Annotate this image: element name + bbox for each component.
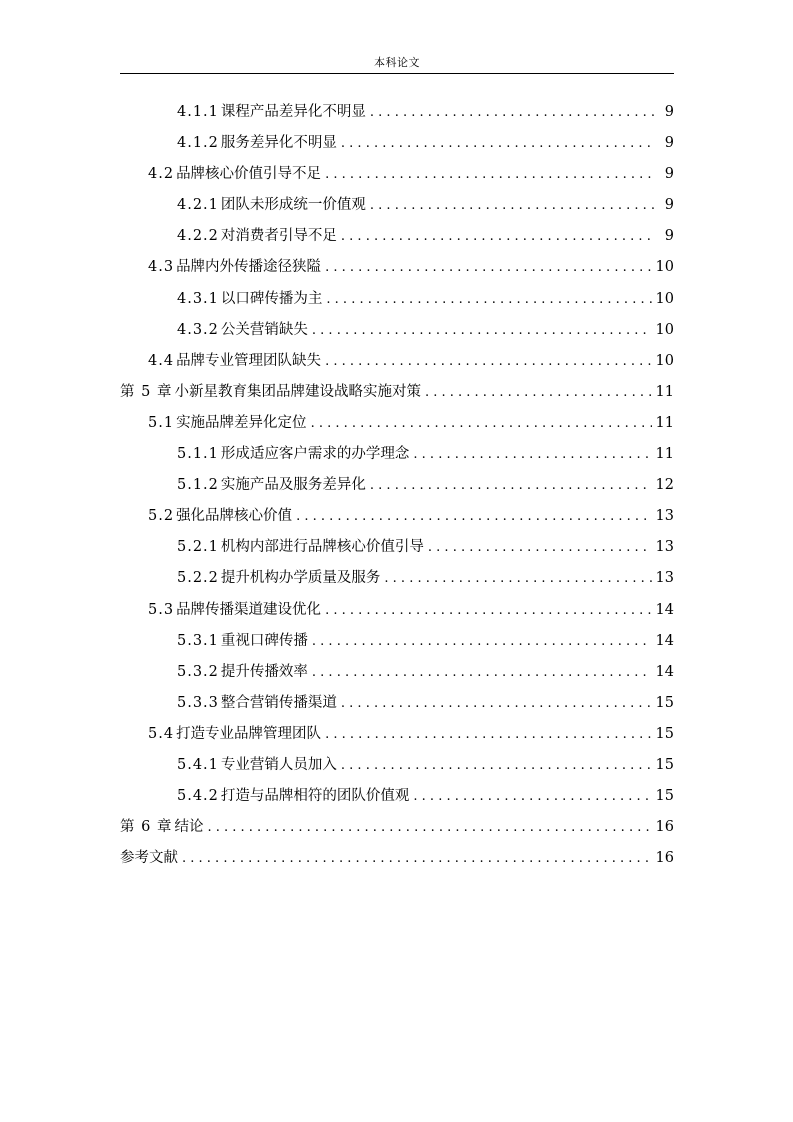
toc-entry-page: 13 bbox=[655, 570, 674, 587]
toc-entry-page: 10 bbox=[655, 259, 674, 276]
toc-entry-title: 打造专业品牌管理团队 bbox=[176, 725, 322, 742]
toc-entry-page: 14 bbox=[655, 601, 674, 618]
toc-entry-page: 13 bbox=[655, 539, 674, 556]
toc-entry[interactable] bbox=[120, 595, 674, 626]
toc-entry-number: 5.2 bbox=[148, 508, 175, 525]
toc-entry-number: 4.2.1 bbox=[177, 197, 219, 214]
toc-dot-leader bbox=[312, 315, 652, 346]
toc-entry-number: 4.2.2 bbox=[177, 228, 219, 245]
toc-entry[interactable] bbox=[120, 532, 674, 563]
toc-dot-leader bbox=[312, 626, 652, 657]
toc-entry-number: 5.1.1 bbox=[177, 446, 219, 463]
toc-entry-page: 9 bbox=[664, 197, 674, 214]
header-rule bbox=[120, 73, 674, 74]
toc-entry-number: 4.2 bbox=[148, 166, 175, 183]
toc-dot-leader bbox=[425, 377, 652, 408]
toc-entry-page: 14 bbox=[655, 632, 674, 649]
toc-entry-title: 服务差异化不明显 bbox=[220, 135, 337, 152]
toc-entry-title: 机构内部进行品牌核心价值引导 bbox=[220, 539, 424, 556]
toc-entry-page: 15 bbox=[655, 725, 674, 742]
toc-entry-number: 4.1.1 bbox=[177, 104, 219, 120]
toc-dot-leader bbox=[325, 595, 651, 626]
toc-dot-leader bbox=[207, 812, 651, 843]
toc-entry-page: 12 bbox=[655, 477, 674, 494]
toc-entry-number: 4.3 bbox=[148, 259, 175, 276]
toc-entry-number: 5.2.1 bbox=[177, 539, 219, 556]
toc-entry[interactable] bbox=[120, 346, 674, 377]
toc-entry-title: 品牌专业管理团队缺失 bbox=[176, 352, 322, 369]
toc-entry[interactable] bbox=[120, 377, 674, 408]
toc-entry-number: 5.4.1 bbox=[177, 756, 219, 773]
toc-entry-title: 重视口碑传播 bbox=[220, 632, 308, 649]
toc-entry-number: 4.1.2 bbox=[177, 135, 219, 152]
toc-entry-title: 强化品牌核心价值 bbox=[176, 508, 293, 525]
toc-dot-leader bbox=[413, 781, 651, 812]
toc-entry-number: 5.4.2 bbox=[177, 788, 219, 805]
table-of-contents bbox=[120, 97, 674, 874]
toc-entry[interactable] bbox=[120, 657, 674, 688]
toc-entry[interactable] bbox=[120, 626, 674, 657]
toc-entry[interactable] bbox=[120, 284, 674, 315]
toc-entry-title: 课程产品差异化不明显 bbox=[220, 104, 366, 120]
toc-dot-leader bbox=[325, 719, 651, 750]
toc-entry-title: 专业营销人员加入 bbox=[220, 756, 337, 773]
toc-entry-page: 15 bbox=[655, 788, 674, 805]
toc-entry[interactable] bbox=[120, 563, 674, 594]
toc-entry-page: 11 bbox=[655, 383, 674, 400]
toc-entry-page: 16 bbox=[655, 850, 674, 867]
toc-entry-page: 10 bbox=[655, 321, 674, 338]
toc-entry-title: 参考文献 bbox=[120, 850, 178, 867]
toc-entry-title: 打造与品牌相符的团队价值观 bbox=[220, 788, 410, 805]
toc-entry[interactable] bbox=[120, 315, 674, 346]
toc-entry-page: 15 bbox=[655, 694, 674, 711]
toc-entry[interactable] bbox=[120, 843, 674, 874]
toc-dot-leader bbox=[341, 688, 652, 719]
toc-dot-leader bbox=[384, 563, 651, 594]
page-header: 本科论文 bbox=[374, 56, 420, 69]
toc-entry-title: 品牌核心价值引导不足 bbox=[176, 166, 322, 183]
toc-entry-title: 结论 bbox=[174, 819, 204, 836]
toc-entry-title: 实施品牌差异化定位 bbox=[176, 414, 307, 431]
toc-dot-leader bbox=[182, 843, 652, 874]
toc-entry[interactable] bbox=[120, 439, 674, 470]
toc-entry-title: 团队未形成统一价值观 bbox=[220, 197, 366, 214]
toc-entry-title: 公关营销缺失 bbox=[220, 321, 308, 338]
toc-dot-leader bbox=[370, 97, 656, 128]
toc-entry[interactable] bbox=[120, 812, 674, 843]
toc-dot-leader bbox=[428, 532, 652, 563]
toc-entry-page: 9 bbox=[664, 166, 674, 183]
toc-entry[interactable] bbox=[120, 470, 674, 501]
toc-entry-title: 小新星教育集团品牌建设战略实施对策 bbox=[174, 383, 421, 400]
toc-entry-title: 实施产品及服务差异化 bbox=[220, 477, 366, 494]
toc-dot-leader bbox=[325, 346, 651, 377]
toc-dot-leader bbox=[413, 439, 651, 470]
toc-dot-leader bbox=[325, 159, 656, 190]
toc-entry[interactable] bbox=[120, 97, 674, 128]
toc-entry-number: 4.3.1 bbox=[177, 290, 219, 307]
toc-dot-leader bbox=[326, 284, 651, 315]
toc-entry-title: 品牌内外传播途径狭隘 bbox=[176, 259, 322, 276]
toc-entry-page: 16 bbox=[655, 819, 674, 836]
toc-entry-page: 10 bbox=[655, 352, 674, 369]
toc-entry-number: 5.3 bbox=[148, 601, 175, 618]
toc-dot-leader bbox=[296, 501, 651, 532]
toc-entry-page: 9 bbox=[664, 228, 674, 245]
toc-dot-leader bbox=[370, 470, 652, 501]
toc-entry-number: 5.1.2 bbox=[177, 477, 219, 494]
toc-entry[interactable] bbox=[120, 781, 674, 812]
toc-entry-title: 提升传播效率 bbox=[220, 663, 308, 680]
toc-entry-page: 11 bbox=[655, 446, 674, 463]
toc-entry[interactable] bbox=[120, 190, 674, 221]
toc-dot-leader bbox=[312, 657, 652, 688]
toc-entry[interactable] bbox=[120, 252, 674, 283]
toc-entry-number: 4.4 bbox=[148, 352, 175, 369]
toc-entry-number: 5.3.1 bbox=[177, 632, 219, 649]
toc-entry-title: 对消费者引导不足 bbox=[220, 228, 337, 245]
toc-entry-number: 4.3.2 bbox=[177, 321, 219, 338]
toc-entry-number: 5.1 bbox=[148, 414, 175, 431]
toc-entry-number: 5.3.2 bbox=[177, 663, 219, 680]
toc-entry[interactable] bbox=[120, 719, 674, 750]
toc-entry-number: 5.3.3 bbox=[177, 694, 219, 711]
toc-entry-number: 第 6 章 bbox=[120, 819, 173, 836]
toc-dot-leader bbox=[311, 408, 652, 439]
toc-entry-page: 15 bbox=[655, 756, 674, 773]
toc-dot-leader bbox=[370, 190, 656, 221]
toc-entry-number: 5.4 bbox=[148, 725, 175, 742]
toc-entry-title: 提升机构办学质量及服务 bbox=[220, 570, 381, 587]
toc-entry-page: 14 bbox=[655, 663, 674, 680]
toc-entry[interactable] bbox=[120, 750, 674, 781]
toc-entry-title: 品牌传播渠道建设优化 bbox=[176, 601, 322, 618]
toc-entry-number: 5.2.2 bbox=[177, 570, 219, 587]
toc-dot-leader bbox=[325, 252, 651, 283]
toc-entry[interactable] bbox=[120, 128, 674, 159]
toc-entry-page: 13 bbox=[655, 508, 674, 525]
toc-entry-number: 第 5 章 bbox=[120, 383, 173, 400]
toc-entry[interactable] bbox=[120, 221, 674, 252]
toc-entry-page: 9 bbox=[664, 135, 674, 152]
toc-dot-leader bbox=[341, 750, 652, 781]
toc-entry[interactable] bbox=[120, 159, 674, 190]
toc-entry-page: 9 bbox=[664, 104, 674, 120]
toc-entry-title: 形成适应客户需求的办学理念 bbox=[220, 446, 410, 463]
toc-entry-title: 以口碑传播为主 bbox=[220, 290, 323, 307]
toc-entry-page: 10 bbox=[655, 290, 674, 307]
toc-entry-page: 11 bbox=[655, 414, 674, 431]
toc-dot-leader bbox=[341, 221, 656, 252]
toc-entry-title: 整合营销传播渠道 bbox=[220, 694, 337, 711]
toc-entry[interactable] bbox=[120, 688, 674, 719]
toc-entry[interactable] bbox=[120, 408, 674, 439]
toc-dot-leader bbox=[341, 128, 656, 159]
toc-entry[interactable] bbox=[120, 501, 674, 532]
